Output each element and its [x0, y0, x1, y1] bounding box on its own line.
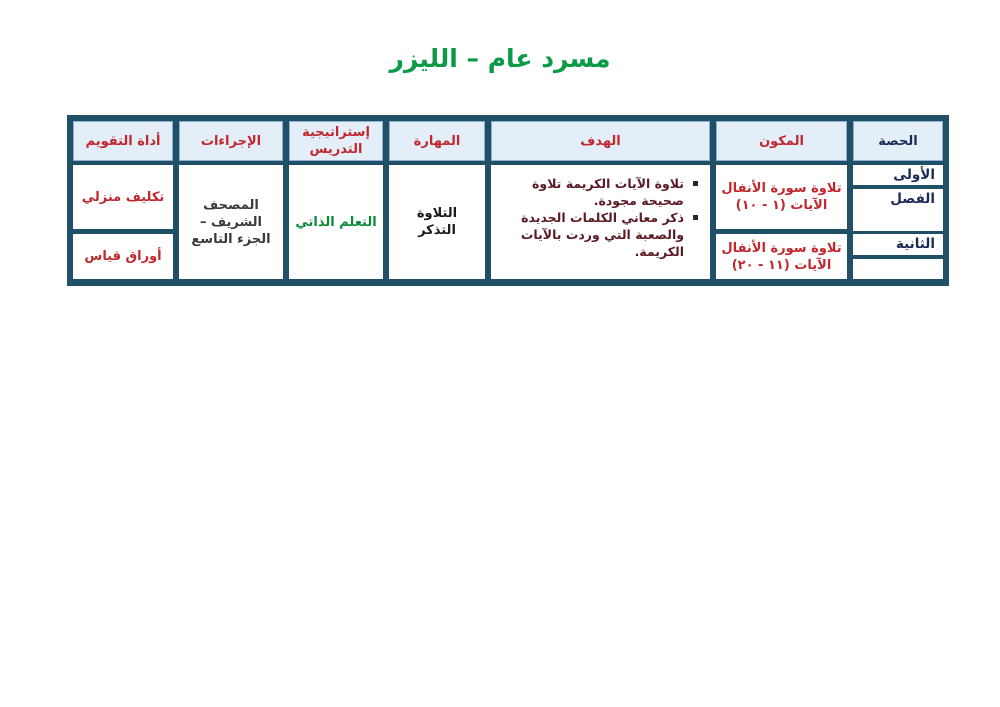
- header-goal: الهدف: [491, 121, 710, 161]
- assessment-row-1: تكليف منزلي: [73, 165, 173, 229]
- component-row-1: تلاوة سورة الأنفال الآيات (١ - ١٠): [716, 165, 847, 229]
- skill-text: التلاوة التذكر: [416, 206, 458, 238]
- header-procedures: الإجراءات: [179, 121, 283, 161]
- header-component: المكون: [716, 121, 847, 161]
- header-skill: المهارة: [389, 121, 485, 161]
- header-assessment: أداة التقويم: [73, 121, 173, 161]
- goal-cell: [491, 165, 710, 279]
- page-title: مسرد عام – الليزر: [389, 44, 611, 73]
- skill-cell: [389, 165, 485, 279]
- goal-list: [501, 175, 698, 260]
- strategy-cell: التعلم الذاتي: [289, 165, 383, 279]
- component-row-2: تلاوة سورة الأنفال الآيات (١١ - ٢٠): [716, 234, 847, 279]
- assessment-row-2: أوراق قياس: [73, 234, 173, 279]
- lesson-plan-table: [67, 115, 949, 286]
- hessa-first: الأولى: [853, 165, 943, 185]
- header-strategy: إستراتيجية التدريس: [289, 121, 383, 161]
- hessa-chapter: الفصل: [853, 189, 943, 231]
- procedures-text: المصحف الشريف – الجزء التاسع: [191, 197, 271, 247]
- goal-item: ذكر معاني الكلمات الجديدة والصعبة التي وردت بالآيات الكريمة.: [501, 209, 684, 260]
- header-hessa: الحصة: [853, 121, 943, 161]
- hessa-empty: [853, 259, 943, 279]
- hessa-second: الثانية: [853, 234, 943, 255]
- goal-item: تلاوة الآيات الكريمة تلاوة صحيحة مجودة.: [501, 175, 684, 209]
- procedures-cell: [179, 165, 283, 279]
